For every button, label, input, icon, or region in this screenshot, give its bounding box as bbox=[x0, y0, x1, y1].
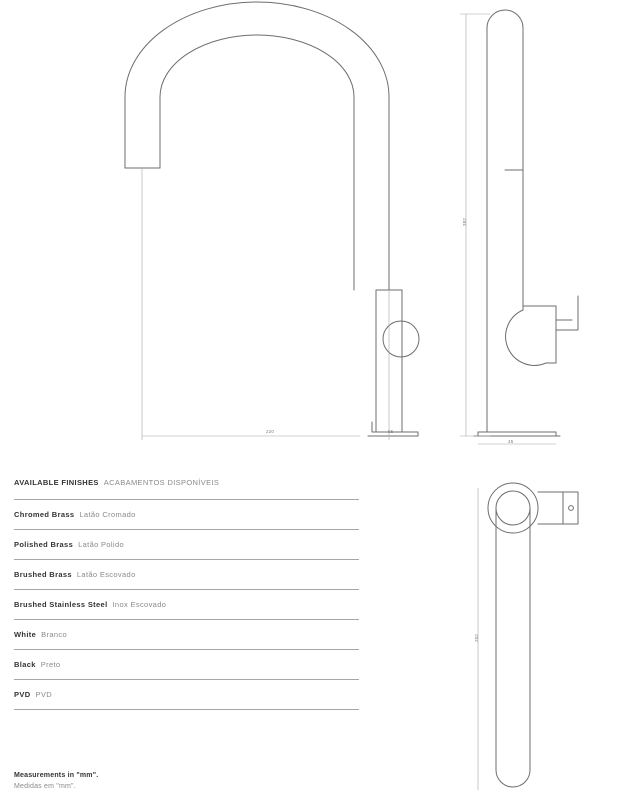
measurement-note-en: Measurements in "mm". bbox=[14, 772, 99, 779]
measurement-note-pt: Medidas em "mm". bbox=[14, 783, 76, 790]
finish-label-pt: Inox Escovado bbox=[112, 600, 167, 609]
finish-label-en: PVD bbox=[14, 690, 31, 699]
top-view-faucet bbox=[488, 483, 578, 787]
finish-label-pt: Latão Escovado bbox=[76, 570, 136, 579]
finish-label-en: Polished Brass bbox=[14, 540, 74, 549]
measurement-note bbox=[14, 770, 98, 792]
finishes-bottom-rule bbox=[14, 709, 359, 710]
finish-row bbox=[14, 679, 359, 709]
dim-front-base: 55 bbox=[388, 429, 394, 434]
finish-label-pt: PVD bbox=[35, 690, 52, 699]
finish-label-en: Chromed Brass bbox=[14, 510, 75, 519]
finish-label-en: Black bbox=[14, 660, 36, 669]
finish-label-en: Brushed Brass bbox=[14, 570, 72, 579]
dim-side-height: 382 bbox=[462, 217, 467, 226]
finish-row bbox=[14, 559, 359, 589]
dim-top-depth: 202 bbox=[474, 633, 479, 642]
finish-row bbox=[14, 649, 359, 679]
finishes-heading bbox=[14, 466, 359, 499]
finish-label-en: Brushed Stainless Steel bbox=[14, 600, 108, 609]
finish-label-en: White bbox=[14, 630, 37, 639]
finish-label-pt: Branco bbox=[41, 630, 68, 639]
finishes-heading-pt: ACABAMENTOS DISPONÍVEIS bbox=[103, 478, 220, 487]
finish-label-pt: Latão Polido bbox=[78, 540, 124, 549]
finish-row bbox=[14, 499, 359, 529]
finishes-heading-en: AVAILABLE FINISHES bbox=[14, 478, 99, 487]
finish-row bbox=[14, 529, 359, 559]
finish-row bbox=[14, 589, 359, 619]
dim-front-width: 220 bbox=[266, 429, 275, 434]
finish-row bbox=[14, 619, 359, 649]
finish-label-pt: Preto bbox=[40, 660, 61, 669]
finish-label-pt: Latão Cromado bbox=[79, 510, 136, 519]
dim-side-base: 45 bbox=[508, 439, 514, 444]
available-finishes-table bbox=[14, 466, 359, 710]
side-view-faucet bbox=[474, 10, 578, 436]
front-view-faucet bbox=[125, 2, 419, 436]
